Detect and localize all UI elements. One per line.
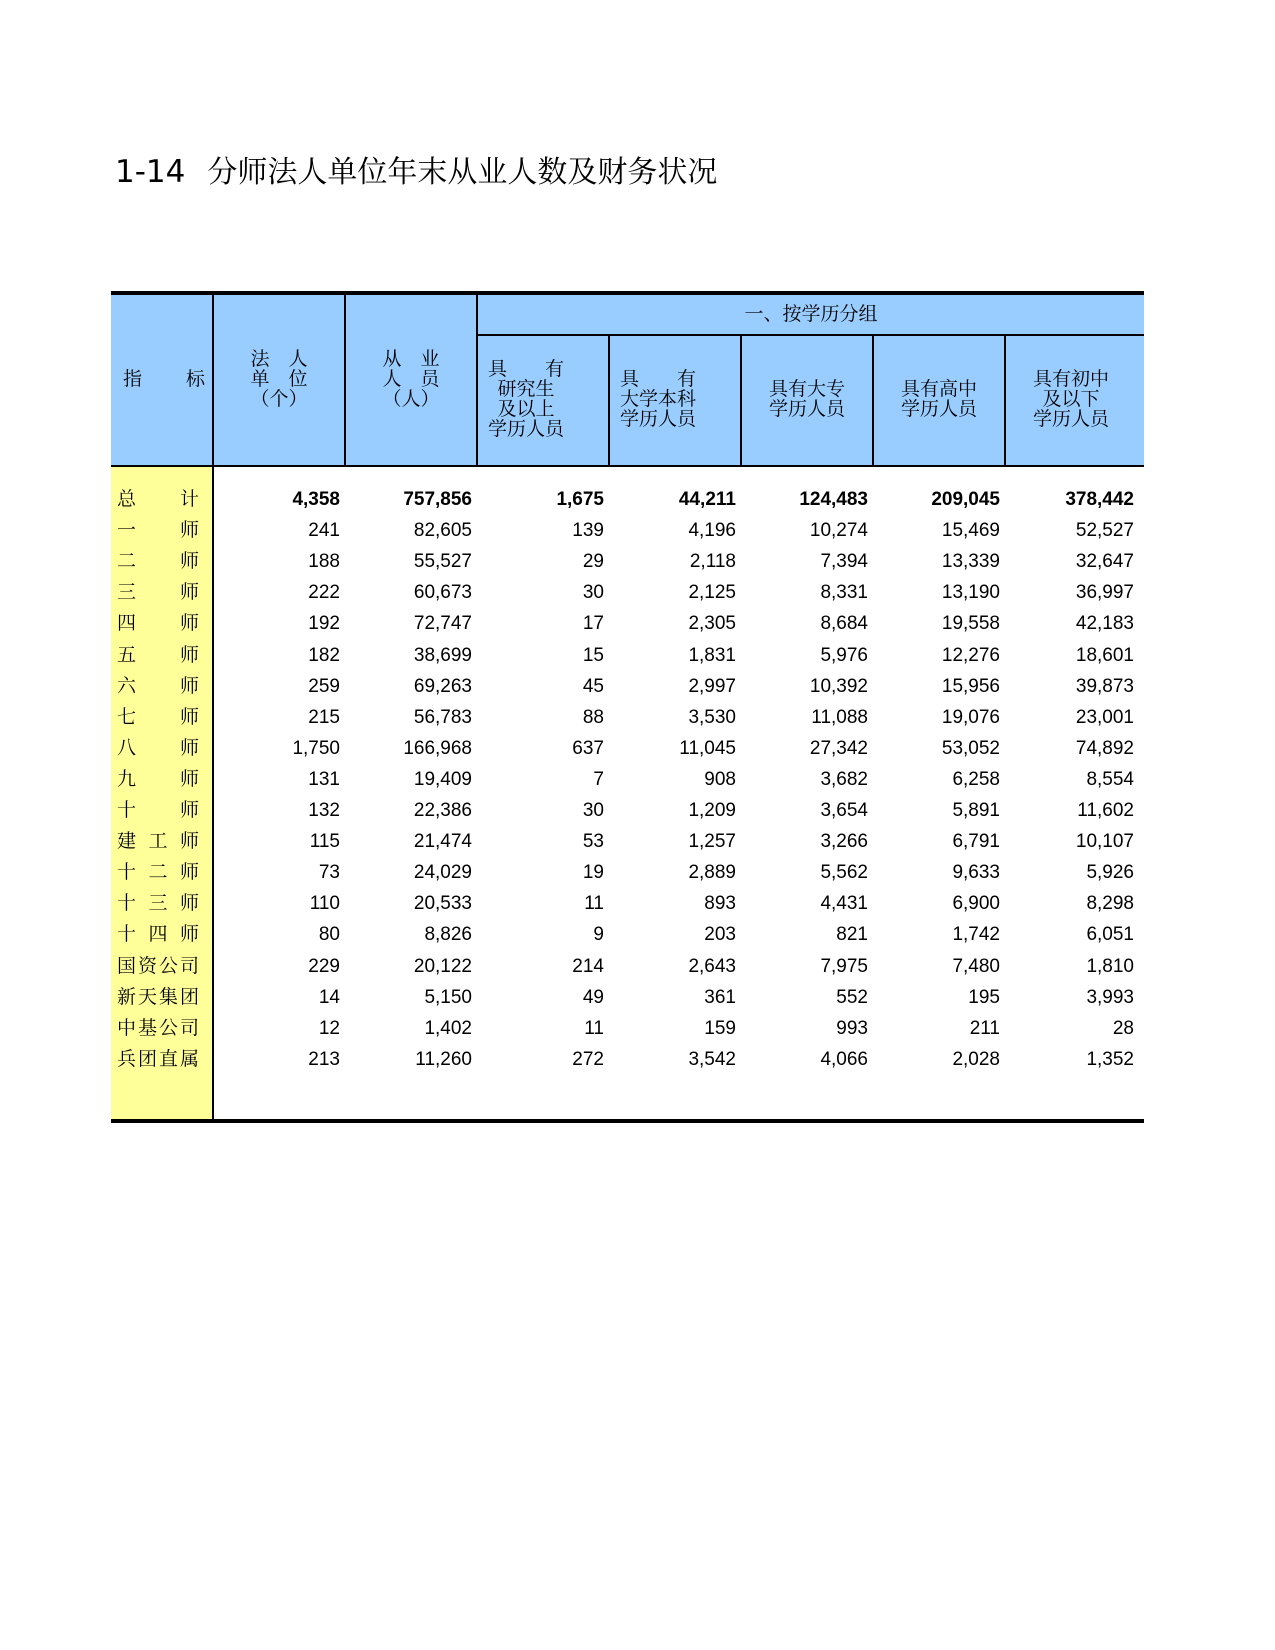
row-label (117, 1044, 199, 1075)
row-label-char: 直 (158, 1047, 178, 1070)
table-row (111, 826, 1144, 857)
table-cell: 2,028 (952, 1048, 1000, 1070)
row-label-char: 二 (148, 861, 168, 884)
table-cell: 82,605 (413, 520, 472, 542)
row-label (117, 733, 199, 764)
row-label-char: 师 (179, 799, 199, 821)
row-label-char: 师 (179, 861, 199, 884)
row-label-char: 三 (117, 581, 137, 604)
table-row (111, 546, 1144, 577)
table-cell: 2,125 (688, 582, 736, 604)
table-cell: 821 (836, 924, 868, 946)
row-label-char: 七 (117, 705, 137, 728)
row-label (117, 484, 199, 515)
table-cell: 14 (318, 986, 340, 1008)
header-college: 具有大专 学历人员 (768, 378, 845, 420)
table-cell: 1,209 (688, 800, 736, 821)
table-cell: 195 (968, 986, 1000, 1008)
row-label-char: 团 (179, 985, 199, 1008)
row-label (117, 577, 199, 608)
row-label-char: 十 (117, 923, 137, 946)
table-cell: 139 (572, 520, 604, 542)
table-cell: 4,066 (820, 1048, 868, 1070)
table-cell: 10,107 (1075, 831, 1134, 853)
table-cell: 192 (308, 613, 340, 635)
row-label-char: 总 (117, 488, 137, 510)
row-label-char: 属 (179, 1047, 199, 1070)
row-label (117, 888, 199, 919)
table-cell: 69,263 (413, 675, 472, 697)
table-cell: 3,993 (1086, 986, 1134, 1008)
row-label-char: 二 (117, 550, 137, 573)
row-label-char: 十 (117, 892, 137, 915)
table-cell: 211 (969, 1017, 1000, 1039)
table-cell: 27,342 (809, 737, 868, 759)
table-row (111, 515, 1144, 546)
table-cell: 893 (704, 893, 736, 915)
row-label-char: 工 (148, 830, 168, 853)
table-cell: 18,601 (1075, 644, 1134, 666)
table-cell: 131 (308, 768, 340, 790)
table-cell: 1,742 (952, 924, 1000, 946)
table-cell: 5,976 (820, 644, 868, 666)
table-row (111, 671, 1144, 702)
row-label-char: 师 (179, 892, 199, 915)
row-label (117, 951, 199, 982)
row-label-char: 十 (117, 861, 137, 884)
table-cell: 3,682 (820, 768, 868, 790)
row-label-char: 师 (179, 674, 199, 697)
table-cell: 7,394 (820, 551, 868, 573)
row-label-char: 建 (117, 830, 137, 853)
row-label-char: 六 (117, 674, 137, 697)
row-label-char: 五 (117, 643, 137, 666)
table-cell: 6,258 (952, 768, 1000, 790)
table-cell: 110 (309, 893, 340, 915)
table-cell: 182 (308, 644, 340, 666)
row-label-char: 师 (179, 581, 199, 604)
table-cell: 5,562 (820, 862, 868, 884)
table-cell: 757,856 (403, 489, 472, 510)
row-label-char: 计 (179, 488, 199, 510)
row-label-char: 师 (179, 767, 199, 790)
table-cell: 19,409 (413, 768, 472, 790)
table-cell: 8,826 (424, 924, 472, 946)
table-row (111, 888, 1144, 919)
table-cell: 5,150 (424, 986, 472, 1008)
row-label (117, 826, 199, 857)
table-cell: 30 (582, 800, 604, 821)
table-cell: 378,442 (1065, 489, 1134, 510)
table-cell: 49 (582, 986, 604, 1008)
table-cell: 2,305 (688, 613, 736, 635)
table-cell: 8,331 (820, 582, 868, 604)
table-cell: 6,051 (1086, 924, 1134, 946)
table-cell: 55,527 (413, 551, 472, 573)
row-label-text (117, 826, 199, 857)
table-cell: 10,274 (809, 520, 868, 542)
table-cell: 53,052 (941, 737, 1000, 759)
table-cell: 115 (309, 831, 340, 853)
row-label-char: 师 (179, 643, 199, 666)
table-cell: 6,900 (952, 893, 1000, 915)
table-cell: 38,699 (413, 644, 472, 666)
row-label-char: 师 (179, 705, 199, 728)
table-cell: 29 (582, 551, 604, 573)
table-cell: 637 (572, 737, 604, 759)
row-label-char: 公 (158, 954, 178, 977)
table-row (111, 608, 1144, 639)
table-row (111, 982, 1144, 1013)
table-cell: 11 (584, 893, 604, 915)
table-cell: 272 (572, 1048, 604, 1070)
table-cell: 52,527 (1075, 520, 1134, 542)
table-cell: 36,997 (1075, 582, 1134, 604)
table-cell: 45 (582, 675, 604, 697)
row-label-char: 新 (117, 985, 137, 1008)
table-cell: 214 (572, 955, 604, 977)
table-cell: 1,352 (1086, 1048, 1134, 1070)
table-cell: 72,747 (413, 613, 472, 635)
row-label-text (117, 951, 199, 982)
table-cell: 552 (836, 986, 868, 1008)
table-cell: 1,257 (688, 831, 736, 853)
row-label-char: 团 (137, 1047, 157, 1070)
table-cell: 8,554 (1086, 768, 1134, 790)
table-cell: 56,783 (413, 706, 472, 728)
table-row (111, 764, 1144, 795)
table-row (111, 640, 1144, 671)
table-cell: 53 (582, 831, 604, 853)
table-cell: 11,602 (1077, 800, 1134, 821)
table-cell: 7 (593, 768, 604, 790)
table-cell: 88 (582, 706, 604, 728)
table-cell: 3,654 (820, 800, 868, 821)
table-cell: 23,001 (1075, 706, 1134, 728)
table-row (111, 733, 1144, 764)
table-cell: 19,076 (941, 706, 1000, 728)
table-cell: 1,675 (556, 489, 604, 510)
header-legal-units: 法 人 单 位 （个） (250, 348, 308, 410)
table-row (111, 1044, 1144, 1075)
row-label-char: 司 (179, 954, 199, 977)
row-label-char: 师 (179, 736, 199, 759)
table-cell: 1,402 (424, 1017, 472, 1039)
table-title: 分师法人单位年末从业人数及财务状况 (207, 155, 718, 190)
table-cell: 132 (308, 800, 340, 821)
row-label-char: 司 (179, 1016, 199, 1039)
table-cell: 19 (582, 862, 604, 884)
table-cell: 32,647 (1075, 551, 1134, 573)
row-label (117, 857, 199, 888)
row-label-char: 中 (117, 1016, 137, 1039)
table-cell: 159 (704, 1017, 736, 1039)
row-label-char: 八 (117, 736, 137, 759)
table-cell: 215 (308, 706, 340, 728)
row-label-text (117, 857, 199, 888)
table-cell: 1,750 (292, 737, 340, 759)
table-cell: 28 (1112, 1017, 1134, 1039)
row-label (117, 764, 199, 795)
table-cell: 908 (704, 768, 736, 790)
table-row (111, 919, 1144, 950)
row-label-char: 兵 (117, 1047, 137, 1070)
table-cell: 2,643 (688, 955, 736, 977)
table-cell: 15,956 (941, 675, 1000, 697)
table-row (111, 702, 1144, 733)
header-indicator: 指 标 (123, 368, 205, 390)
table-cell: 74,892 (1075, 737, 1134, 759)
table-cell: 30 (582, 582, 604, 604)
row-label-char: 师 (179, 830, 199, 853)
table-cell: 11 (584, 1017, 604, 1039)
row-label-char: 师 (179, 519, 199, 542)
table-cell: 11,045 (679, 737, 736, 759)
table-cell: 5,926 (1086, 862, 1134, 884)
row-label-char: 师 (179, 612, 199, 635)
row-label-char: 四 (117, 612, 137, 635)
table-cell: 4,196 (688, 520, 736, 542)
table-row (111, 857, 1144, 888)
table-cell: 20,533 (413, 893, 472, 915)
table-cell: 1,831 (688, 644, 736, 666)
table-cell: 60,673 (413, 582, 472, 604)
table-cell: 22,386 (413, 800, 472, 821)
table-cell: 3,530 (688, 706, 736, 728)
table-cell: 39,873 (1075, 675, 1134, 697)
table-cell: 2,997 (688, 675, 736, 697)
row-label (117, 982, 199, 1013)
row-label (117, 546, 199, 577)
table-cell: 15,469 (941, 520, 1000, 542)
table-row (111, 795, 1144, 826)
table-cell: 241 (308, 520, 340, 542)
row-label (117, 702, 199, 733)
table-cell: 12,276 (941, 644, 1000, 666)
row-label (117, 608, 199, 639)
table-top-border (111, 291, 1144, 295)
table-cell: 203 (704, 924, 736, 946)
table-cell: 229 (308, 955, 340, 977)
table-cell: 209,045 (931, 489, 1000, 510)
table-cell: 4,431 (820, 893, 868, 915)
row-label-char: 四 (148, 923, 168, 946)
table-cell: 259 (308, 675, 340, 697)
header-high-school: 具有高中 学历人员 (900, 378, 977, 420)
table-cell: 42,183 (1075, 613, 1134, 635)
row-label-char: 资 (137, 954, 157, 977)
table-cell: 361 (704, 986, 736, 1008)
table-cell: 7,975 (820, 955, 868, 977)
row-label-char: 天 (137, 985, 157, 1008)
table-cell: 3,266 (820, 831, 868, 853)
table-cell: 222 (308, 582, 340, 604)
row-label-char: 三 (148, 892, 168, 915)
table-cell: 11,260 (415, 1048, 472, 1070)
table-cell: 15 (582, 644, 604, 666)
row-label (117, 515, 199, 546)
table-bottom-border (111, 1119, 1144, 1123)
row-label-char: 师 (179, 550, 199, 573)
header-education-group: 一、按学历分组 (744, 303, 878, 325)
table-cell: 80 (318, 924, 340, 946)
table-cell: 993 (836, 1017, 868, 1039)
table-row (111, 484, 1144, 515)
row-label-char: 公 (158, 1016, 178, 1039)
table-cell: 13,190 (941, 582, 1000, 604)
table-cell: 12 (318, 1017, 340, 1039)
row-label-text (117, 1013, 199, 1044)
row-label-char: 九 (117, 767, 137, 790)
table-cell: 11,088 (811, 706, 868, 728)
row-label-char: 集 (158, 985, 178, 1008)
row-label-text (117, 888, 199, 919)
row-label (117, 671, 199, 702)
header-junior-high: 具有初中 及以下 学历人员 (1032, 368, 1109, 430)
table-row (111, 577, 1144, 608)
header-bachelor: 具 有 大学本科 学历人员 (619, 368, 696, 430)
table-cell: 3,542 (688, 1048, 736, 1070)
table-cell: 8,298 (1086, 893, 1134, 915)
row-label-text (117, 1044, 199, 1075)
table-cell: 166,968 (403, 737, 472, 759)
table-number: 1-14 (115, 154, 186, 190)
table-cell: 188 (308, 551, 340, 573)
divider (476, 334, 1144, 336)
table-cell: 2,118 (689, 551, 736, 573)
table-cell: 13,339 (941, 551, 1000, 573)
divider (608, 335, 610, 466)
table-cell: 7,480 (952, 955, 1000, 977)
row-label-char: 国 (117, 954, 137, 977)
row-label (117, 795, 199, 826)
table-cell: 2,889 (688, 862, 736, 884)
table-cell: 24,029 (413, 862, 472, 884)
table-cell: 5,891 (952, 800, 1000, 821)
row-label-char: 师 (179, 923, 199, 946)
table-cell: 73 (318, 862, 340, 884)
table-cell: 6,791 (952, 831, 1000, 853)
header-employees: 从 业 人 员 （人） (382, 348, 440, 410)
table-cell: 10,392 (809, 675, 868, 697)
table-cell: 4,358 (292, 489, 340, 510)
table-row (111, 1013, 1144, 1044)
divider (111, 465, 1144, 467)
table-cell: 17 (582, 613, 604, 635)
table-cell: 213 (308, 1048, 340, 1070)
row-label-char: 一 (117, 519, 137, 542)
row-label (117, 640, 199, 671)
table-cell: 20,122 (413, 955, 472, 977)
page-title (115, 152, 717, 192)
row-label-text (117, 919, 199, 950)
table-row (111, 951, 1144, 982)
table-cell: 124,483 (799, 489, 868, 510)
header-postgraduate: 具 有 研究生 及以上 学历人员 (487, 358, 564, 440)
row-label-char: 基 (137, 1016, 157, 1039)
table-cell: 8,684 (820, 613, 868, 635)
table-cell: 19,558 (941, 613, 1000, 635)
table-cell: 9 (593, 924, 604, 946)
row-label-char: 十 (117, 799, 137, 821)
table-cell: 1,810 (1086, 955, 1134, 977)
row-label (117, 919, 199, 950)
row-label (117, 1013, 199, 1044)
table-cell: 21,474 (413, 831, 472, 853)
table-cell: 44,211 (678, 489, 736, 510)
table-cell: 9,633 (952, 862, 1000, 884)
row-label-text (117, 982, 199, 1013)
